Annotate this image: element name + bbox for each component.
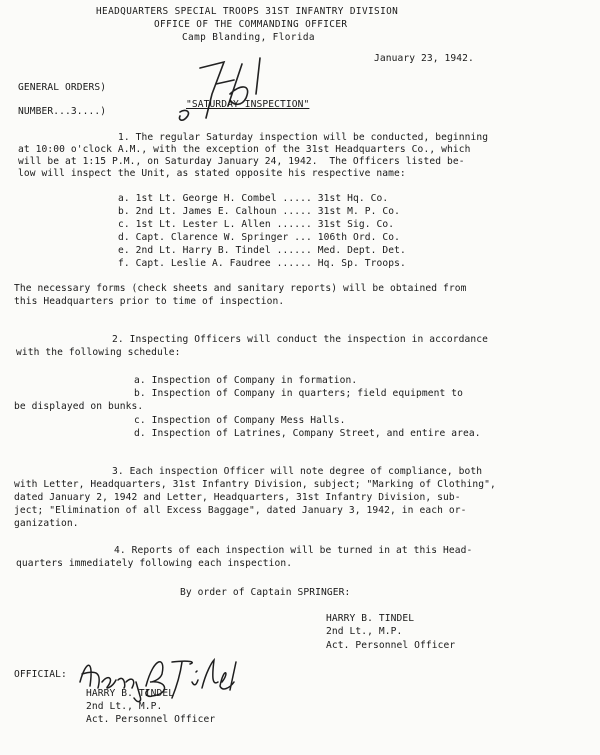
header-line-1: HEADQUARTERS SPECIAL TROOPS 31ST INFANTRY DIVISION (96, 6, 399, 17)
para2-line: 2. Inspecting Officers will conduct the inspection in accordance (112, 334, 489, 345)
para3-line: with Letter, Headquarters, 31st Infantry Division, subject; "Marking of Clothing", (14, 479, 496, 490)
officer-item: a. 1st Lt. George H. Combel ..... 31st Hq. Co. (118, 193, 389, 204)
para1-line: at 10:00 o'clock A.M., with the exception of the 31st Headquarters Co., which (18, 144, 471, 155)
forms-note-line: The necessary forms (check sheets and sanitary reports) will be obtained from (14, 283, 467, 294)
schedule-item: a. Inspection of Company in formation. (134, 375, 358, 386)
officer-item: b. 2nd Lt. James E. Calhoun ..... 31st M. P. Co. (118, 206, 401, 217)
para2-line: with the following schedule: (16, 347, 181, 358)
officer-item: c. 1st Lt. Lester L. Allen ...... 31st Sig. Co. (118, 219, 395, 230)
para1-line: low will inspect the Unit, as stated opposite his respective name: (18, 168, 406, 179)
order-subject: "SATURDAY INSPECTION" (186, 99, 310, 110)
general-orders-label: GENERAL ORDERS) (18, 82, 107, 93)
document-date: January 23, 1942. (374, 53, 474, 64)
officer-item: e. 2nd Lt. Harry B. Tindel ...... Med. Dept. Det. (118, 245, 406, 256)
forms-note-line: this Headquarters prior to time of inspection. (14, 296, 285, 307)
para3-line: 3. Each inspection Officer will note degree of compliance, both (112, 466, 483, 477)
schedule-item: d. Inspection of Latrines, Company Street, and entire area. (134, 428, 481, 439)
header-line-2: OFFICE OF THE COMMANDING OFFICER (154, 19, 348, 30)
para4-line: quarters immediately following each inspection. (16, 558, 293, 569)
signature-title: Act. Personnel Officer (326, 640, 456, 651)
official-label: OFFICIAL: (14, 669, 67, 680)
signature-name: HARRY B. TINDEL (326, 613, 415, 624)
para1-line: will be at 1:15 P.M., on Saturday January 24, 1942. The Officers listed be- (18, 156, 465, 167)
para3-line: dated January 2, 1942 and Letter, Headquarters, 31st Infantry Division, sub- (14, 492, 461, 503)
official-rank: 2nd Lt., M.P. (86, 701, 163, 712)
para3-line: ganization. (14, 518, 79, 529)
handwritten-mark (172, 54, 282, 134)
order-number: NUMBER...3....) (18, 106, 107, 117)
schedule-item: c. Inspection of Company Mess Halls. (134, 415, 346, 426)
officer-item: d. Capt. Clarence W. Springer ... 106th Ord. Co. (118, 232, 401, 243)
official-title: Act. Personnel Officer (86, 714, 216, 725)
by-order-line: By order of Captain SPRINGER: (180, 587, 351, 598)
schedule-item: be displayed on bunks. (14, 401, 144, 412)
schedule-item: b. Inspection of Company in quarters; field equipment to (134, 388, 464, 399)
para3-line: ject; "Elimination of all Excess Baggage", dated January 3, 1942, in each or- (14, 505, 467, 516)
official-name: HARRY B. TINDEL (86, 688, 175, 699)
para4-line: 4. Reports of each inspection will be turned in at this Head- (114, 545, 473, 556)
header-line-3: Camp Blanding, Florida (182, 32, 315, 43)
para1-line: 1. The regular Saturday inspection will be conducted, beginning (118, 132, 489, 143)
officer-item: f. Capt. Leslie A. Faudree ...... Hq. Sp. Troops. (118, 258, 406, 269)
signature-rank: 2nd Lt., M.P. (326, 626, 403, 637)
